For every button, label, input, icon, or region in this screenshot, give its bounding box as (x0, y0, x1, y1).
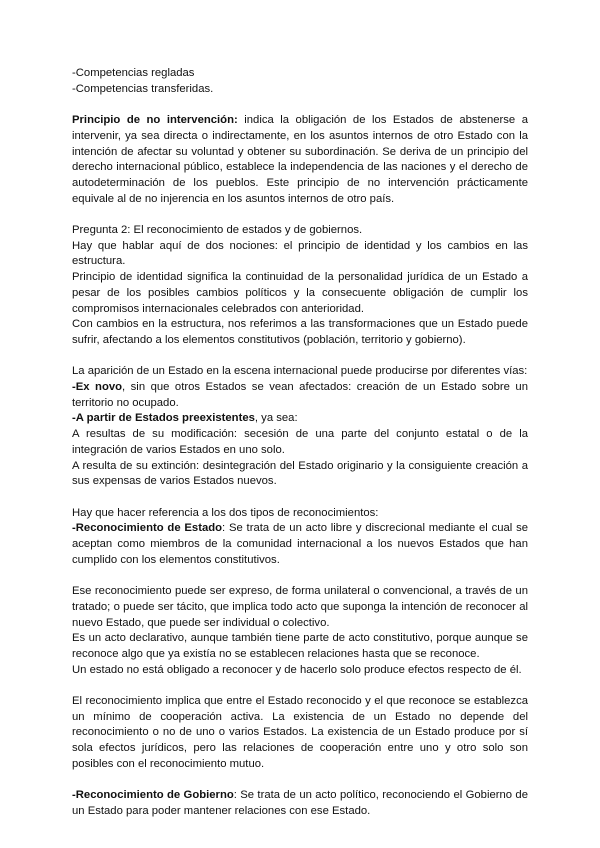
paragraph: Es un acto declarativo, aunque también tiene parte de acto constitutivo, porque aunque se reconoce algo que ya existía no se establecen relaciones hasta que se reconoce. (72, 632, 528, 660)
paragraph: Principio de identidad significa la continuidad de la personalidad jurídica de un Estado a pesar de los posibles cambios políticos y la consecuente obligación de cumplir los compromisos internacionales celebrados con anterioridad. (72, 271, 528, 315)
paragraph: Ese reconocimiento puede ser expreso, de forma unilateral o convencional, a través de un tratado; o puede ser tácito, que implica todo acto que suponga la intención de reconocer al nuevo Estado, que puede ser individual o colectivo. (72, 585, 528, 629)
paragraph-no-intervencion: Principio de no intervención: indica la obligación de los Estados de abstenerse a intervenir, ya sea directa o indirectamente, en los asuntos internos de otro Estado con la intención de afectar su voluntad y obtener su subordinación. Se deriva de un principio del derecho internacional público, establece la independencia de las naciones y el derecho de autodeterminación de los pueblos. Este principio de no intervención prácticamente equivale al de no injerencia en los asuntos internos de otro país. (72, 114, 528, 205)
paragraph: Un estado no está obligado a reconocer y de hacerlo solo produce efectos respecto de él. (72, 663, 522, 676)
list-item: -Competencias regladas (72, 67, 195, 79)
paragraph-ex-novo: -Ex novo, sin que otros Estados se vean afectados: creación de un Estado sobre un territorio no ocupado. (72, 381, 529, 409)
paragraph: A resultas de su modificación: secesión de una parte del conjunto estatal o de la integración de varios Estados en uno solo. (72, 428, 528, 456)
list-item: -Competencias transferidas. (72, 82, 214, 95)
paragraph: Con cambios en la estructura, nos referimos a las transformaciones que un Estado puede sufrir, afectando a los elementos constitutivos (población, territorio y gobierno). (72, 318, 528, 346)
paragraph: Hay que hablar aquí de dos nociones: el principio de identidad y los cambios en las estructura. (72, 239, 528, 268)
paragraph: Hay que hacer referencia a los dos tipos de reconocimientos: (72, 506, 379, 519)
document-page (72, 66, 528, 820)
paragraph: A resulta de su extinción: desintegración del Estado originario y la consiguiente creación a sus expensas de varios Estados nuevos. (72, 459, 528, 488)
paragraph: El reconocimiento implica que entre el Estado reconocido y el que reconoce se establezca un mínimo de cooperación activa. La existencia de un Estado no depende del reconocimiento o no de uno o varios Estados. La existencia de un Estado produce por sí sola efectos jurídicos, pero las relaciones de cooperación entre uno y otro solo son posibles con el reconocimiento mutuo. (72, 695, 528, 770)
paragraph-reconocimiento-estado: -Reconocimiento de Estado: Se trata de un acto libre y discrecional mediante el cual se aceptan como miembros de la comunidad internacional a los nuevos Estados que han cumplido con los elementos constitutivos. (72, 522, 528, 566)
term-no-intervencion: Principio de no intervención: (72, 114, 238, 127)
paragraph: La aparición de un Estado en la escena internacional puede producirse por diferentes vías: (72, 365, 528, 378)
question-title: Pregunta 2: El reconocimiento de estados y de gobiernos. (72, 224, 363, 236)
paragraph-preexistentes: -A partir de Estados preexistentes, ya sea: (72, 412, 298, 425)
paragraph-reconocimiento-gobierno: -Reconocimiento de Gobierno: Se trata de un acto político, reconociendo el Gobierno de un Estado para poder mantener relaciones con ese Estado. (72, 789, 528, 817)
